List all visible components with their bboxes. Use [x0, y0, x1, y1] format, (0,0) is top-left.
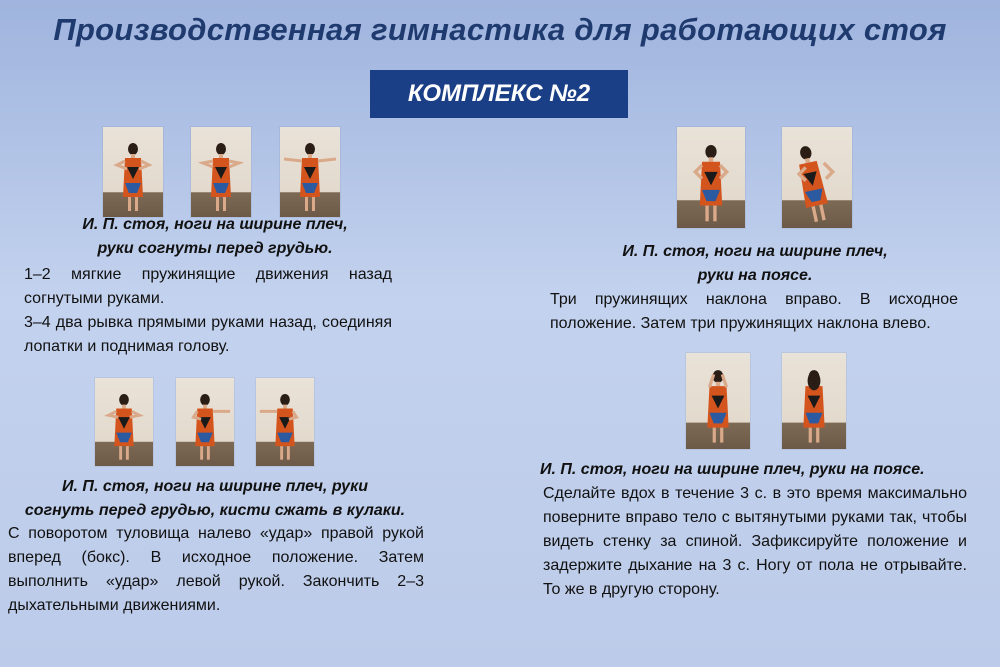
exercise-2-photo-2: [782, 127, 852, 228]
exercise-2-paragraph-1: Три пружинящих наклона вправо. В исходное положение. Затем три пружинящих наклона влево.: [550, 291, 958, 332]
exercise-1-photo-3: [280, 127, 340, 217]
exercise-2-text: [550, 288, 958, 336]
exercise-3-paragraph-1: С поворотом туловища налево «удар» правой рукой вперед (бокс). В исходное положение. Затем выполнить «удар» левой рукой. Закончить 2–3 дыхательными движениями.: [8, 525, 424, 614]
exercise-3-heading-line-1: И. П. стоя, ноги на ширине плеч, руки: [62, 478, 368, 495]
complex-banner: КОМПЛЕКС №2: [370, 70, 628, 118]
page-title: Производственная гимнастика для работающих стоя: [53, 12, 947, 47]
exercise-3-photo-3: [256, 378, 314, 466]
exercise-4-heading-line-1: И. П. стоя, ноги на ширине плеч, руки на поясе.: [540, 461, 925, 478]
exercise-1-photo-2: [191, 127, 251, 217]
exercise-1-heading-line-2: руки согнуты перед грудью.: [97, 240, 333, 257]
exercise-1-photo-1: [103, 127, 163, 217]
exercise-2-heading-line-2: руки на поясе.: [697, 267, 813, 284]
exercise-1-heading-line-1: И. П. стоя, ноги на ширине плеч,: [82, 216, 348, 233]
exercise-4-photo-2: [782, 353, 846, 449]
exercise-1-text: [24, 263, 392, 359]
exercise-1-heading: [20, 213, 410, 261]
exercise-1-paragraph-2: 3–4 два рывка прямыми руками назад, соединяя лопатки и поднимая голову.: [24, 314, 392, 355]
exercise-4-paragraph-1: Сделайте вдох в течение 3 с. в это время максимально поверните вправо тело с вытянутыми руками так, чтобы видеть стенку за спиной. Зафиксируйте положение и задержите дыхание на 3 с. Ногу от пола не отрывайте. То же в другую сторону.: [543, 485, 967, 598]
exercise-2-heading: [560, 240, 950, 288]
exercise-3-photo-1: [95, 378, 153, 466]
exercise-1-paragraph-1: 1–2 мягкие пружинящие движения назад согнутыми руками.: [24, 266, 392, 307]
exercise-3-photo-2: [176, 378, 234, 466]
exercise-3-text: [8, 522, 424, 618]
exercise-3-heading-line-2: согнуть перед грудью, кисти сжать в кулаки.: [24, 502, 406, 519]
exercise-2-heading-line-1: И. П. стоя, ноги на ширине плеч,: [622, 243, 888, 260]
exercise-2-photo-1: [677, 127, 745, 228]
exercise-4-photo-1: [686, 353, 750, 449]
exercise-4-text: [543, 482, 967, 602]
exercise-3-heading: [5, 475, 425, 523]
exercise-4-heading: [540, 458, 970, 482]
